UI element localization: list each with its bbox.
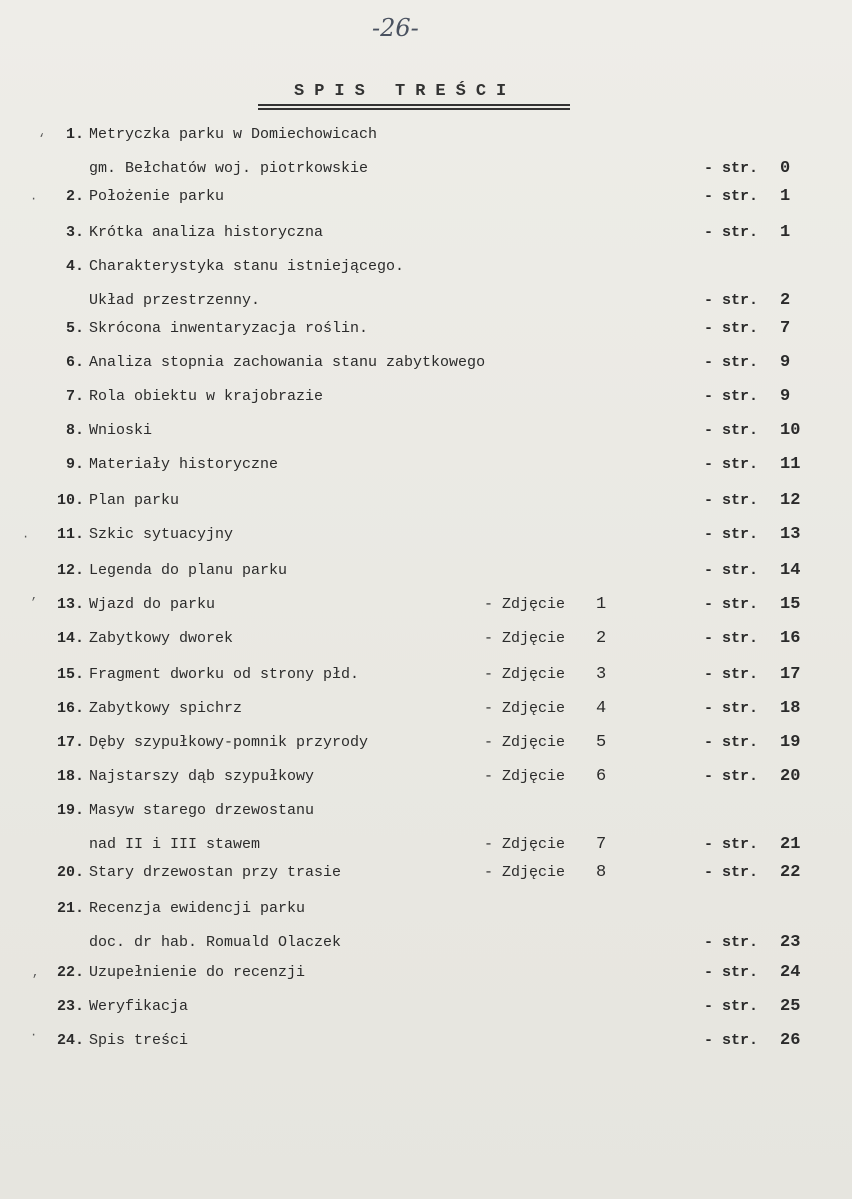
entry-number: 11. bbox=[56, 526, 84, 543]
entry-title bbox=[89, 222, 323, 244]
page-reference bbox=[704, 352, 791, 374]
page-reference-number: 15 bbox=[780, 595, 801, 614]
page-reference-number: 7 bbox=[780, 319, 791, 338]
page-reference-label: - str. bbox=[704, 354, 759, 371]
entry-number: 9. bbox=[65, 456, 84, 473]
page-reference-label: - str. bbox=[704, 1032, 759, 1049]
entry-number: 15. bbox=[56, 666, 84, 683]
entry-title bbox=[89, 664, 359, 686]
entry-title-line: Krótka analiza historyczna bbox=[89, 224, 324, 241]
page-reference-number: 26 bbox=[780, 1031, 801, 1050]
page-reference bbox=[704, 698, 801, 720]
page-reference-number: 2 bbox=[780, 291, 791, 310]
page-reference-label: - str. bbox=[704, 768, 759, 785]
entry-title bbox=[89, 318, 368, 340]
entry-number: 16. bbox=[56, 700, 84, 717]
entry-title-line: Stary drzewostan przy trasie bbox=[89, 864, 342, 881]
entry-title bbox=[89, 962, 305, 984]
page-reference-label: - str. bbox=[704, 160, 759, 177]
entry-title bbox=[89, 628, 233, 650]
page-reference-number: 9 bbox=[780, 353, 791, 372]
page-reference bbox=[704, 318, 791, 340]
page-reference bbox=[704, 560, 801, 582]
photo-reference bbox=[484, 628, 607, 650]
page-reference-number: 1 bbox=[780, 187, 791, 206]
page-reference-number: 25 bbox=[780, 997, 801, 1016]
page-reference-number: 20 bbox=[780, 767, 801, 786]
page-reference-label: - str. bbox=[704, 596, 759, 613]
page-reference-label: - str. bbox=[704, 388, 759, 405]
page-reference bbox=[704, 454, 801, 476]
entry-title-line: Legenda do planu parku bbox=[89, 562, 288, 579]
margin-mark: ’ bbox=[30, 596, 38, 610]
page-reference-label: - str. bbox=[704, 934, 759, 951]
photo-label: - Zdjęcie bbox=[484, 666, 566, 683]
photo-number: 1 bbox=[596, 595, 607, 614]
page-reference bbox=[704, 222, 791, 244]
page-title: SPIS TREŚCI bbox=[294, 82, 517, 101]
page-reference-number: 18 bbox=[780, 699, 801, 718]
margin-mark: · bbox=[30, 192, 38, 206]
entry-number: 1. bbox=[65, 126, 84, 143]
page-reference bbox=[704, 290, 791, 312]
entry-title-line: Spis treści bbox=[89, 1032, 189, 1049]
page-reference bbox=[704, 862, 801, 884]
page-reference-label: - str. bbox=[704, 224, 759, 241]
page-reference-label: - str. bbox=[704, 188, 759, 205]
entry-title-line: nad II i III stawem bbox=[89, 836, 261, 853]
page-reference bbox=[704, 628, 801, 650]
page-reference-number: 21 bbox=[780, 835, 801, 854]
page-reference bbox=[704, 962, 801, 984]
page-reference-label: - str. bbox=[704, 700, 759, 717]
photo-number: 7 bbox=[596, 835, 607, 854]
entry-title-line: Wjazd do parku bbox=[89, 596, 216, 613]
entry-number: 4. bbox=[65, 258, 84, 275]
photo-reference bbox=[484, 834, 607, 856]
entry-title bbox=[89, 186, 224, 208]
entry-number: 22. bbox=[56, 964, 84, 981]
photo-reference bbox=[484, 732, 607, 754]
page-reference-label: - str. bbox=[704, 836, 759, 853]
entry-number: 8. bbox=[65, 422, 84, 439]
entry-title-line: Układ przestrzenny. bbox=[89, 292, 261, 309]
entry-title-line: Zabytkowy spichrz bbox=[89, 700, 243, 717]
entry-title bbox=[89, 490, 179, 512]
entry-title bbox=[89, 1030, 188, 1052]
entry-title bbox=[89, 800, 314, 856]
entry-title-line: Skrócona inwentaryzacja roślin. bbox=[89, 320, 369, 337]
photo-label: - Zdjęcie bbox=[484, 768, 566, 785]
photo-label: - Zdjęcie bbox=[484, 864, 566, 881]
entry-title-line: Rola obiektu w krajobrazie bbox=[89, 388, 324, 405]
page-reference bbox=[704, 158, 791, 180]
entry-number: 24. bbox=[56, 1032, 84, 1049]
page-reference bbox=[704, 386, 791, 408]
page-reference-label: - str. bbox=[704, 734, 759, 751]
entry-title bbox=[89, 560, 287, 582]
page-reference bbox=[704, 996, 801, 1018]
entry-title bbox=[89, 732, 368, 754]
photo-label: - Zdjęcie bbox=[484, 630, 566, 647]
photo-reference bbox=[484, 698, 607, 720]
entry-title bbox=[89, 256, 404, 312]
page-reference-label: - str. bbox=[704, 998, 759, 1015]
page-reference bbox=[704, 594, 801, 616]
photo-reference bbox=[484, 594, 607, 616]
photo-reference bbox=[484, 862, 607, 884]
page-reference-label: - str. bbox=[704, 492, 759, 509]
photo-number: 8 bbox=[596, 863, 607, 882]
page-reference bbox=[704, 766, 801, 788]
photo-label: - Zdjęcie bbox=[484, 596, 566, 613]
title-underline bbox=[258, 104, 570, 110]
entry-number: 7. bbox=[65, 388, 84, 405]
photo-number: 4 bbox=[596, 699, 607, 718]
margin-mark: · bbox=[30, 1028, 38, 1042]
entry-title bbox=[89, 386, 323, 408]
page-reference-label: - str. bbox=[704, 562, 759, 579]
entry-title bbox=[89, 420, 152, 442]
page-reference-label: - str. bbox=[704, 526, 759, 543]
page-reference bbox=[704, 524, 801, 546]
page-reference-number: 12 bbox=[780, 491, 801, 510]
entry-title-line: doc. dr hab. Romuald Olaczek bbox=[89, 934, 342, 951]
entry-title-line: Położenie parku bbox=[89, 188, 225, 205]
page-reference-label: - str. bbox=[704, 456, 759, 473]
entry-title-line: Najstarszy dąb szypułkowy bbox=[89, 768, 315, 785]
page-reference-label: - str. bbox=[704, 630, 759, 647]
page-reference bbox=[704, 186, 791, 208]
photo-number: 5 bbox=[596, 733, 607, 752]
photo-reference bbox=[484, 664, 607, 686]
page-reference-number: 22 bbox=[780, 863, 801, 882]
page-reference-number: 23 bbox=[780, 933, 801, 952]
margin-mark: , bbox=[32, 966, 40, 980]
entry-title bbox=[89, 594, 215, 616]
page-reference-label: - str. bbox=[704, 292, 759, 309]
entry-number: 21. bbox=[56, 900, 84, 917]
margin-mark: ‘ bbox=[38, 132, 46, 146]
entry-title bbox=[89, 524, 233, 546]
entry-number: 5. bbox=[65, 320, 84, 337]
entry-title-line: Recenzja ewidencji parku bbox=[89, 900, 306, 917]
page-reference bbox=[704, 932, 801, 954]
page-reference-number: 19 bbox=[780, 733, 801, 752]
photo-number: 3 bbox=[596, 665, 607, 684]
entry-title bbox=[89, 996, 188, 1018]
photo-number: 2 bbox=[596, 629, 607, 648]
entry-number: 20. bbox=[56, 864, 84, 881]
entry-title-line: Plan parku bbox=[89, 492, 180, 509]
page-reference-number: 14 bbox=[780, 561, 801, 580]
page-reference-label: - str. bbox=[704, 320, 759, 337]
page-reference-label: - str. bbox=[704, 864, 759, 881]
page-reference-number: 10 bbox=[780, 421, 801, 440]
entry-title-line: Szkic sytuacyjny bbox=[89, 526, 234, 543]
entry-title bbox=[89, 124, 377, 180]
page-reference-number: 17 bbox=[780, 665, 801, 684]
entry-title-line: Fragment dworku od strony płd. bbox=[89, 666, 360, 683]
entry-number: 17. bbox=[56, 734, 84, 751]
page-reference bbox=[704, 732, 801, 754]
page-reference-label: - str. bbox=[704, 964, 759, 981]
page-reference-number: 0 bbox=[780, 159, 791, 178]
page-reference-number: 11 bbox=[780, 455, 801, 474]
entry-number: 12. bbox=[56, 562, 84, 579]
page-reference bbox=[704, 834, 801, 856]
photo-label: - Zdjęcie bbox=[484, 700, 566, 717]
page-reference bbox=[704, 420, 801, 442]
entry-title bbox=[89, 862, 341, 884]
photo-label: - Zdjęcie bbox=[484, 734, 566, 751]
page-reference bbox=[704, 664, 801, 686]
page-reference-number: 9 bbox=[780, 387, 791, 406]
page-reference-number: 13 bbox=[780, 525, 801, 544]
page-reference-label: - str. bbox=[704, 666, 759, 683]
entry-title-line: Masyw starego drzewostanu bbox=[89, 802, 315, 819]
entry-number: 10. bbox=[56, 492, 84, 509]
photo-number: 6 bbox=[596, 767, 607, 786]
entry-title bbox=[89, 352, 485, 374]
margin-mark: · bbox=[22, 530, 30, 544]
entry-title-line: Weryfikacja bbox=[89, 998, 189, 1015]
entry-title-line: Analiza stopnia zachowania stanu zabytkowego bbox=[89, 354, 486, 371]
page-reference bbox=[704, 1030, 801, 1052]
entry-number: 19. bbox=[56, 802, 84, 819]
page-reference bbox=[704, 490, 801, 512]
entry-number: 13. bbox=[56, 596, 84, 613]
photo-label: - Zdjęcie bbox=[484, 836, 566, 853]
entry-title-line: Metryczka parku w Domiechowicach bbox=[89, 126, 378, 143]
entry-title-line: Materiały historyczne bbox=[89, 456, 279, 473]
entry-title-line: Wnioski bbox=[89, 422, 153, 439]
page-reference-number: 16 bbox=[780, 629, 801, 648]
page-reference-label: - str. bbox=[704, 422, 759, 439]
entry-title bbox=[89, 898, 341, 954]
page-reference-number: 24 bbox=[780, 963, 801, 982]
entry-title bbox=[89, 454, 278, 476]
photo-reference bbox=[484, 766, 607, 788]
entry-number: 14. bbox=[56, 630, 84, 647]
entry-title bbox=[89, 766, 314, 788]
entry-title-line: Zabytkowy dworek bbox=[89, 630, 234, 647]
page-number: -26- bbox=[372, 14, 419, 42]
entry-number: 23. bbox=[56, 998, 84, 1015]
entry-number: 6. bbox=[65, 354, 84, 371]
entry-title-line: Uzupełnienie do recenzji bbox=[89, 964, 306, 981]
entry-number: 2. bbox=[65, 188, 84, 205]
entry-title-line: Dęby szypułkowy-pomnik przyrody bbox=[89, 734, 369, 751]
entry-number: 18. bbox=[56, 768, 84, 785]
entry-number: 3. bbox=[65, 224, 84, 241]
page-reference-number: 1 bbox=[780, 223, 791, 242]
entry-title bbox=[89, 698, 242, 720]
entry-title-line: gm. Bełchatów woj. piotrkowskie bbox=[89, 160, 369, 177]
entry-title-line: Charakterystyka stanu istniejącego. bbox=[89, 258, 405, 275]
